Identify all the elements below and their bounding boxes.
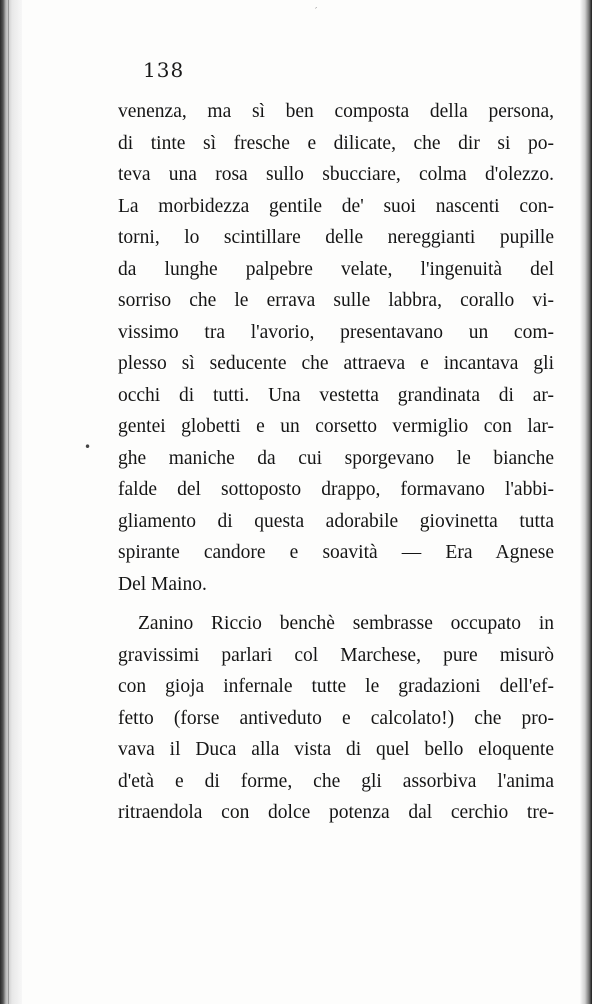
- text-line: fetto (forse antiveduto e calcolato!) che pro-: [118, 707, 554, 729]
- text-line: gliamento di questa adorabile giovinetta tutta: [118, 510, 554, 532]
- text-line: vava il Duca alla vista di quel bello eloquente: [118, 739, 554, 760]
- text-line: ghe maniche da cui sporgevano le bianche: [118, 447, 554, 469]
- text-line: da lunghe palpebre velate, l'ingenuità del: [118, 258, 554, 280]
- text-line: teva una rosa sullo sbucciare, colma d'olezzo.: [118, 164, 554, 185]
- text-line: con gioja infernale tutte le gradazioni dell'ef-: [118, 676, 554, 697]
- margin-dot-mark: •: [84, 440, 92, 454]
- text-line: sorriso che le errava sulle labbra, corallo vi-: [118, 290, 554, 311]
- text-line: torni, lo scintillare delle nereggianti pupille: [118, 227, 554, 248]
- text-line: venenza, ma sì ben composta della persona,: [118, 101, 554, 122]
- page-edge-shadow: [580, 0, 592, 1004]
- text-line: plesso sì seducente che attraeva e incantava gli: [118, 353, 554, 374]
- text-line: gentei globetti e un corsetto vermiglio con lar-: [118, 416, 554, 437]
- text-line: La morbidezza gentile de' suoi nascenti con-: [118, 195, 554, 217]
- page-number: 138: [143, 58, 185, 82]
- text-line: vissimo tra l'avorio, presentavano un com-: [118, 321, 554, 343]
- text-line: falde del sottoposto drappo, formavano l'abbi-: [118, 479, 554, 500]
- text-line: spirante candore e soavità — Era Agnese: [118, 542, 554, 563]
- text-line: Zanino Riccio benchè sembrasse occupato in: [138, 613, 554, 634]
- text-line: occhi di tutti. Una vestetta grandinata di ar-: [118, 384, 554, 406]
- corner-speck: ′: [315, 6, 318, 17]
- text-line: d'età e di forme, che gli assorbiva l'anima: [118, 770, 554, 792]
- binding-line: [8, 0, 9, 1004]
- binding-gutter: [0, 0, 22, 1004]
- paragraph-gap: [118, 600, 554, 608]
- body-text: [118, 96, 554, 829]
- paragraph: [118, 96, 554, 600]
- text-line: ritraendola con dolce potenza dal cerchio tre-: [118, 802, 554, 823]
- text-line: di tinte sì fresche e dilicate, che dir si po-: [118, 132, 554, 154]
- text-line: Del Maino.: [118, 573, 207, 595]
- text-line: gravissimi parlari col Marchese, pure misurò: [118, 644, 554, 666]
- paragraph: [118, 608, 554, 829]
